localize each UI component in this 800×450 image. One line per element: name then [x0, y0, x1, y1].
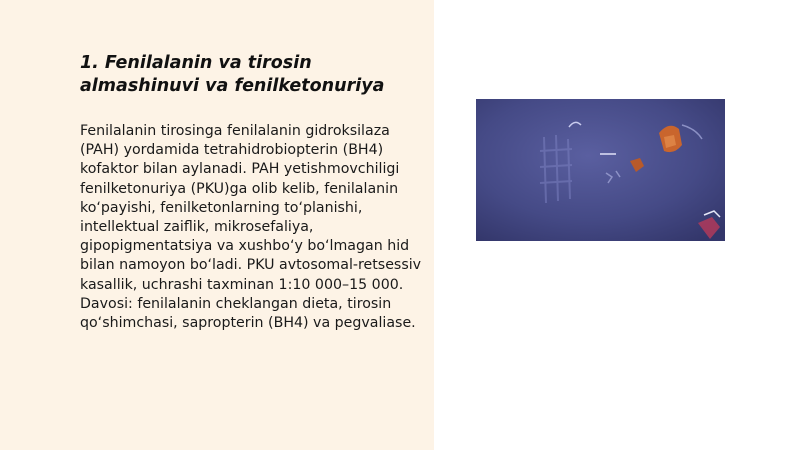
- slide-body-text: Fenilalanin tirosinga fenilalanin gidroksilaza (PAH) yordamida tetrahidrobiopterin (BH4) kofaktor bilan aylanadi. PAH yetishmovchiligi fenilketonuriya (PKU)ga olib kelib, fenilalanin ko‘payishi, fenilketonlarning to‘planishi, intellektual zaiflik, mikrosefaliya, gipopigmentatsiya va xushbo‘y bo‘lmagan hid bilan namoyon bo‘ladi. PKU avtosomal-retsessiv kasallik, uchrashi taxminan 1:10 000–15 000. Davosi: fenilalanin cheklangan dieta, tirosin qo‘shimchasi, sapropterin (BH4) va pegvaliase.: [80, 123, 422, 332]
- molecular-illustration: [476, 99, 725, 241]
- slide-title: 1. Fenilalanin va tirosin almashinuvi va fenilketonuriya: [80, 53, 385, 96]
